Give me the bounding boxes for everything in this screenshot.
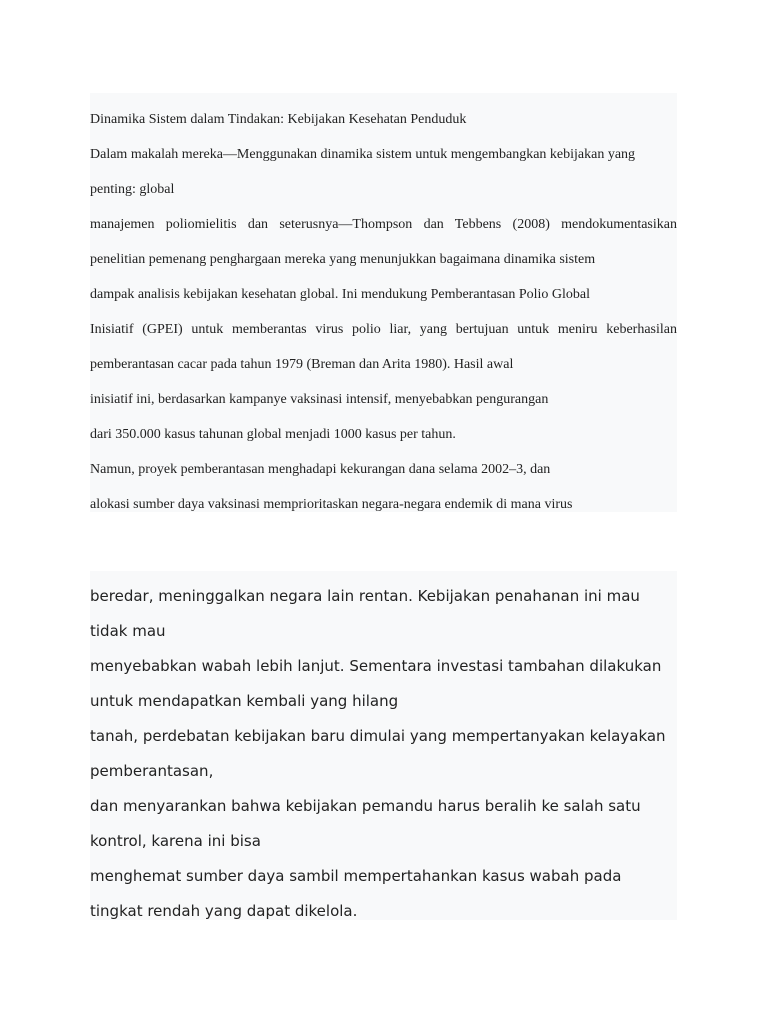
text-line: penelitian pemenang penghargaan mereka yang menunjukkan bagaimana dinamika sistem: [90, 252, 596, 267]
text-line: pemberantasan,: [90, 762, 214, 780]
text-line: beredar, meninggalkan negara lain rentan. Kebijakan penahanan ini mau: [90, 587, 640, 605]
text-line: manajemen poliomielitis dan seterusnya—Thompson dan Tebbens (2008) mendokumentasikan: [90, 217, 677, 232]
text-line: alokasi sumber daya vaksinasi memprioritaskan negara-negara endemik di mana virus: [90, 497, 573, 512]
text-line: untuk mendapatkan kembali yang hilang: [90, 692, 399, 710]
document-block-serif: [90, 93, 677, 512]
text-line: dari 350.000 kasus tahunan global menjadi 1000 kasus per tahun.: [90, 427, 456, 442]
text-line-wrapper: [90, 207, 677, 242]
document-block-sans: [90, 571, 677, 920]
text-line: tidak mau: [90, 622, 166, 640]
text-line: tanah, perdebatan kebijakan baru dimulai yang mempertanyakan kelayakan: [90, 727, 666, 745]
text-line: dampak analisis kebijakan kesehatan global. Ini mendukung Pemberantasan Polio Global: [90, 287, 590, 302]
text-line: inisiatif ini, berdasarkan kampanye vaksinasi intensif, menyebabkan pengurangan: [90, 392, 549, 407]
document-title: Dinamika Sistem dalam Tindakan: Kebijakan Kesehatan Penduduk: [90, 112, 467, 127]
text-line-wrapper: [90, 312, 677, 347]
text-line: tingkat rendah yang dapat dikelola.: [90, 902, 358, 920]
text-line: Namun, proyek pemberantasan menghadapi kekurangan dana selama 2002–3, dan: [90, 462, 551, 477]
text-line: pemberantasan cacar pada tahun 1979 (Breman dan Arita 1980). Hasil awal: [90, 357, 514, 372]
text-line: Inisiatif (GPEI) untuk memberantas virus polio liar, yang bertujuan untuk meniru keberhasilan: [90, 322, 677, 337]
text-line: Dalam makalah mereka—Menggunakan dinamika sistem untuk mengembangkan kebijakan yang: [90, 147, 636, 162]
text-line: menyebabkan wabah lebih lanjut. Sementara investasi tambahan dilakukan: [90, 657, 662, 675]
text-line: penting: global: [90, 182, 175, 197]
text-line: dan menyarankan bahwa kebijakan pemandu harus beralih ke salah satu: [90, 797, 641, 815]
text-line: kontrol, karena ini bisa: [90, 832, 261, 850]
text-line: menghemat sumber daya sambil mempertahankan kasus wabah pada: [90, 867, 622, 885]
